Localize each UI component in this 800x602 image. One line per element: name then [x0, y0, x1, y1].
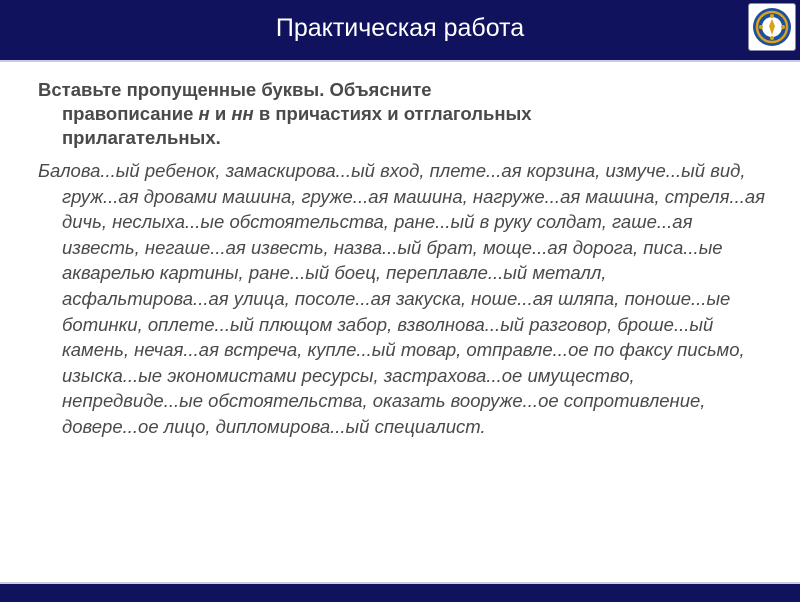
crest-emblem-icon — [748, 3, 796, 51]
footer-bar — [0, 582, 800, 602]
header-bar — [0, 0, 800, 62]
task-line-2 — [38, 102, 766, 126]
and-word: и — [209, 103, 232, 124]
task-line-2-suffix: в причастиях и отглагольных — [253, 103, 532, 124]
page-title: Практическая работа — [275, 14, 525, 42]
task-instructions — [38, 78, 766, 150]
content-area — [38, 78, 766, 440]
task-line-1: Вставьте пропущенные буквы. Объясните — [38, 79, 432, 100]
n-single-term: н — [198, 103, 210, 124]
task-line-3: прилагательных. — [62, 127, 221, 148]
n-double-term: нн — [231, 103, 254, 124]
task-line-2-prefix: правописание — [62, 103, 199, 124]
exercise-text: Балова...ый ребенок, замаскирова...ый вход, плете...ая корзина, измуче...ый вид, груж...ая дровами машина, груже...ая машина, нагруже...ая машина, стреля...ая дичь, неслыха...ые обстоятельства, ране...ый в руку солдат, гаше...ая известь, негаше...ая известь, назва...ый брат, моще...ая дорога, писа...ые акварелью картины, ране...ый боец, переплавле...ый металл, асфальтирова...ая улица, посоле...ая закуска, ноше...ая шляпа, поноше...ые ботинки, оплете...ый плющом забор, взволнова...ый разговор, броше...ый камень, нечая...ая встреча, купле...ый товар, отправле...ое по факсу письмо, изыска...ые экономистами ресурсы, застрахова...ое имущество, непредвиде...ые обстоятельства, оказать вооруже...ое сопротивление, довере...ое лицо, дипломирова...ый специалист. — [38, 160, 766, 437]
